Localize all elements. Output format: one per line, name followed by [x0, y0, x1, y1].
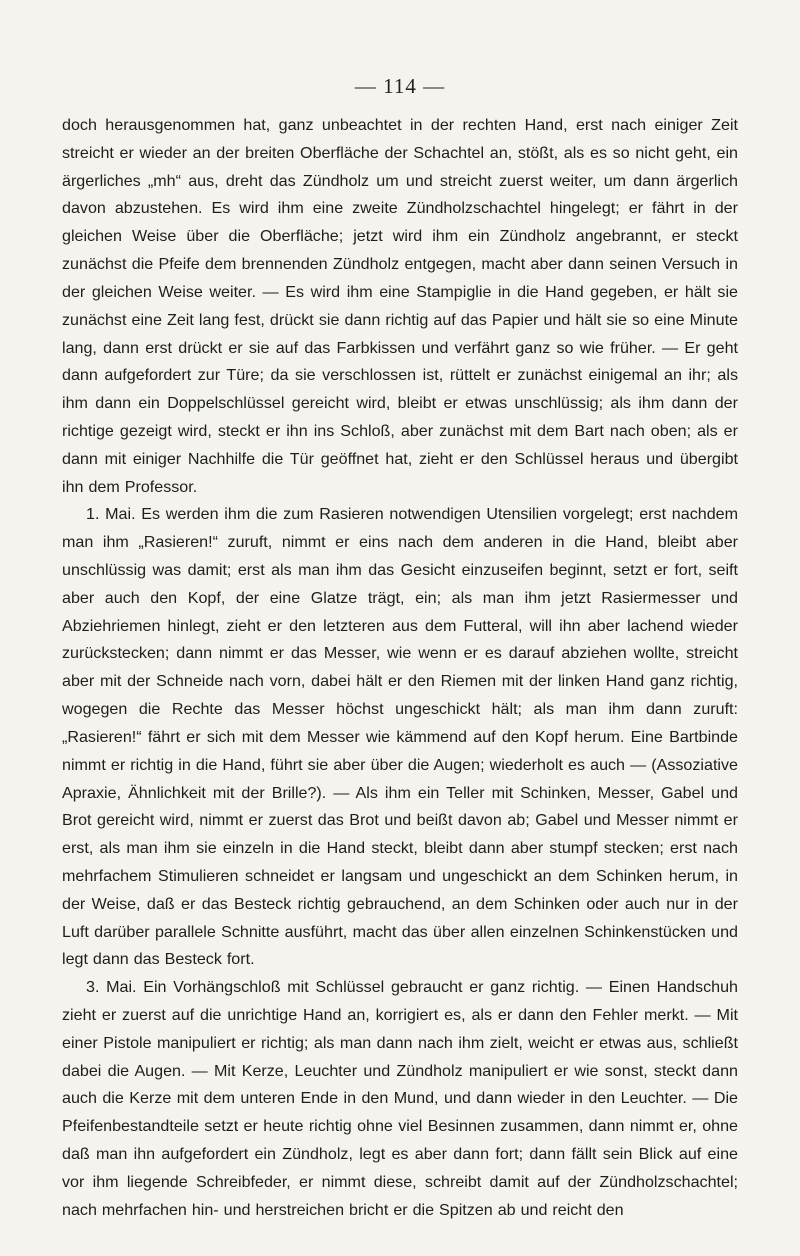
- paragraph-entry-may-1: 1. Mai. Es werden ihm die zum Rasieren notwendigen Utensilien vorgelegt; erst nachdem man ihm „Rasieren!“ zuruft, nimmt er eins nach dem anderen in die Hand, bleibt aber unschlüssig was damit; erst als man ihm das Gesicht einzuseifen beginnt, setzt er fort, seift aber auch den Kopf, der eine Glatze trägt, ein; als man ihm jetzt Rasiermesser und Abziehriemen hinlegt, zieht er den letzteren aus dem Futteral, will ihn aber lachend wieder zurückstecken; dann nimmt er das Messer, wie wenn er es darauf abziehen wollte, streicht aber mit der Schneide nach vorn, dabei hält er den Riemen mit der linken Hand ganz richtig, wogegen die Rechte das Messer höchst ungeschickt hält; als man ihm dann zuruft: „Rasieren!“ fährt er sich mit dem Messer wie kämmend auf den Kopf herum. Eine Bartbinde nimmt er richtig in die Hand, führt sie aber über die Augen; wiederholt es auch — (Assoziative Apraxie, Ähnlichkeit mit der Brille?). — Als ihm ein Teller mit Schinken, Messer, Gabel und Brot gereicht wird, nimmt er zuerst das Brot und beißt davon ab; Gabel und Messer nimmt er erst, als man ihm sie einzeln in die Hand steckt, bleibt dann aber stumpf stecken; erst nach mehrfachem Stimulieren schneidet er langsam und ungeschickt an dem Schinken herum, in der Weise, daß er das Besteck richtig gebrauchend, an dem Schinken oder auch nur in der Luft darüber parallele Schnitte ausführt, macht das über allen einzelnen Schinkenstücken und legt dann das Besteck fort.: [62, 505, 738, 969]
- paragraph-entry-may-3: 3. Mai. Ein Vorhängschloß mit Schlüssel gebraucht er ganz richtig. — Einen Handschuh zieht er zuerst auf die unrichtige Hand an, korrigiert es, als er dann den Fehler merkt. — Mit einer Pistole manipuliert er richtig; als man dann nach ihm zielt, weicht er etwas aus, schließt dabei die Augen. — Mit Kerze, Leuchter und Zündholz manipuliert er wie sonst, steckt dann auch die Kerze mit dem unteren Ende in den Mund, und dann wieder in den Leuchter. — Die Pfeifenbestandteile setzt er heute richtig ohne viel Besinnen zusammen, dann nimmt er, ohne daß man ihn aufgefordert ein Zündholz, legt es aber dann fort; dann fällt sein Blick auf eine vor ihm liegende Schreibfeder, er nimmt diese, schreibt damit auf der Zündholzschachtel; nach mehrfachen hin- und herstreichen bricht er die Spitzen ab und reicht den: [62, 978, 738, 1219]
- page-number: — 114 —: [354, 74, 446, 98]
- paragraph-continuation: doch herausgenommen hat, ganz unbeachtet in der rechten Hand, erst nach einiger Zeit streicht er wieder an der breiten Oberfläche der Schachtel an, stößt, als es so nicht geht, ein ärgerliches „mh“ aus, dreht das Zündholz um und streicht zuerst weiter, um dann ärgerlich davon abzustehen. Es wird ihm eine zweite Zündholzschachtel hingelegt; er fährt in der gleichen Weise über die Oberfläche; jetzt wird ihm ein Zündholz angebrannt, er steckt zunächst die Pfeife dem brennenden Zündholz entgegen, macht aber dann seinen Versuch in der gleichen Weise weiter. — Es wird ihm eine Stampiglie in die Hand gegeben, er hält sie zunächst eine Zeit lang fest, drückt sie dann richtig auf das Papier und hält sie so eine Minute lang, dann erst drückt er sie auf das Farbkissen und verfährt ganz so wie früher. — Er geht dann aufgefordert zur Türe; da sie verschlossen ist, rüttelt er zunächst einigemal an ihr; als ihm dann ein Doppelschlüssel gereicht wird, bleibt er etwas unschlüssig; als ihm dann der richtige gezeigt wird, steckt er ihn ins Schloß, aber zunächst mit dem Bart nach oben; als er dann mit einiger Nachhilfe die Tür geöffnet hat, zieht er den Schlüssel heraus und übergibt ihn dem Professor.: [62, 116, 738, 496]
- body-text: [62, 112, 738, 1225]
